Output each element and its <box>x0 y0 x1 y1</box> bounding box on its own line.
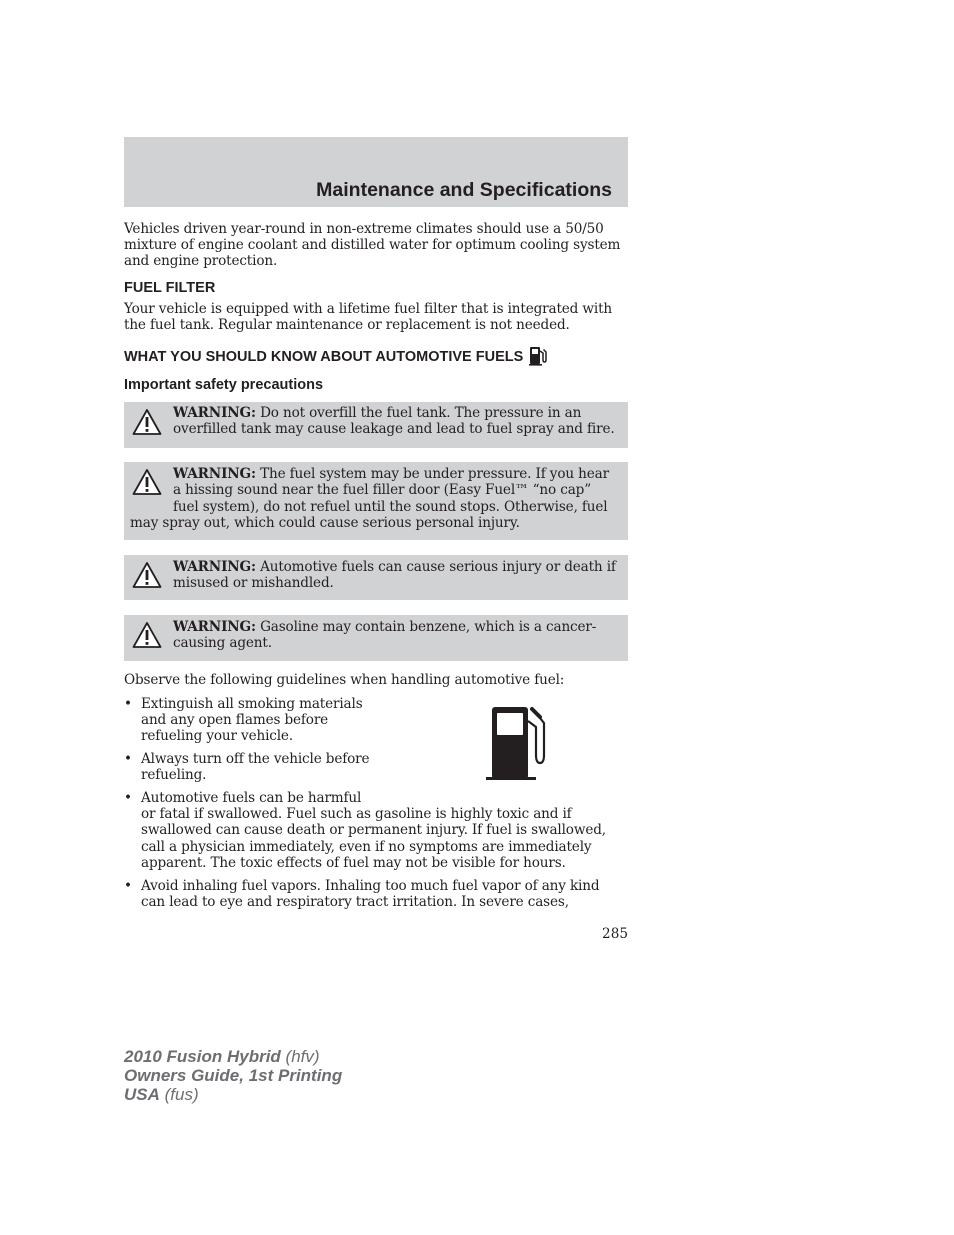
footer-market: USA <box>124 1085 160 1104</box>
footer-market-code: (fus) <box>159 1085 199 1104</box>
list-item-line: Extinguish all smoking materials <box>141 696 363 712</box>
warning-body: The fuel system may be under pressure. If you hear a hissing sound near the fuel filler door (Easy Fuel™ “no cap” fuel system), do not refuel until the sound stops. Otherwise, fuel may spray out, which could cause serious personal injury. <box>130 466 609 532</box>
warning-text <box>130 559 620 593</box>
fuel-pump-icon <box>529 346 547 370</box>
warning-body: Gasoline may contain benzene, which is a cancer-causing agent. <box>173 619 597 652</box>
safety-precautions-subheading: Important safety precautions <box>124 377 324 393</box>
section-title: Maintenance and Specifications <box>316 179 612 201</box>
footer-model-code: (hfv) <box>280 1047 320 1066</box>
warning-box <box>124 615 628 661</box>
fuel-filter-paragraph: Your vehicle is equipped with a lifetime fuel filter that is integrated with the fuel tank. Regular maintenance or replacement is not needed. <box>124 301 613 333</box>
section-header-band <box>124 137 628 207</box>
warning-box <box>124 402 628 448</box>
automotive-fuels-heading <box>124 346 547 370</box>
warning-text <box>130 466 620 532</box>
list-item <box>124 790 606 871</box>
footer-model: 2010 Fusion Hybrid <box>124 1047 281 1066</box>
list-item-line: call a physician immediately, even if no symptoms are immediately <box>141 838 592 855</box>
list-item-line: Automotive fuels can be harmful <box>141 790 362 806</box>
list-item-line: or fatal if swallowed. Fuel such as gasoline is highly toxic and if <box>141 806 572 823</box>
footer-printing: Owners Guide, 1st Printing <box>124 1066 343 1085</box>
fuel-filter-heading: FUEL FILTER <box>124 280 216 296</box>
page-number: 285 <box>602 926 628 942</box>
list-item-line: and any open flames before <box>141 712 329 729</box>
warning-label: WARNING: <box>173 405 256 421</box>
bullet-glyph: • <box>124 696 132 712</box>
list-item-line: can lead to eye and respiratory tract irritation. In severe cases, <box>141 894 569 911</box>
warning-body: Automotive fuels can cause serious injury or death if misused or mishandled. <box>173 559 616 592</box>
list-item <box>124 751 369 783</box>
list-item <box>124 878 599 910</box>
list-item-line: apparent. The toxic effects of fuel may not be visible for hours. <box>141 854 566 871</box>
guidelines-intro: Observe the following guidelines when handling automotive fuel: <box>124 672 565 688</box>
warning-box <box>124 555 628 600</box>
bullet-glyph: • <box>124 751 132 767</box>
warning-label: WARNING: <box>173 619 256 635</box>
list-item-line: refueling your vehicle. <box>141 728 293 745</box>
fuel-pump-illustration <box>484 705 548 787</box>
warning-text <box>130 619 620 653</box>
list-item-line: swallowed can cause death or permanent injury. If fuel is swallowed, <box>141 822 606 839</box>
list-item <box>124 696 363 745</box>
list-item-line: Avoid inhaling fuel vapors. Inhaling too much fuel vapor of any kind <box>141 878 600 894</box>
automotive-fuels-heading-text: WHAT YOU SHOULD KNOW ABOUT AUTOMOTIVE FUELS <box>124 349 524 365</box>
warning-body: Do not overfill the fuel tank. The pressure in an overfilled tank may cause leakage and lead to fuel spray and fire. <box>173 405 615 438</box>
coolant-paragraph: Vehicles driven year-round in non-extreme climates should use a 50/50 mixture of engine coolant and distilled water for optimum cooling system and engine protection. <box>124 221 621 269</box>
footer-imprint <box>124 1047 342 1104</box>
bullet-glyph: • <box>124 790 132 806</box>
list-item-line: Always turn off the vehicle before <box>141 751 370 767</box>
warning-box <box>124 462 628 540</box>
warning-label: WARNING: <box>173 559 256 575</box>
warning-label: WARNING: <box>173 466 256 482</box>
bullet-glyph: • <box>124 878 132 894</box>
warning-text <box>130 405 620 439</box>
list-item-line: refueling. <box>141 767 207 784</box>
